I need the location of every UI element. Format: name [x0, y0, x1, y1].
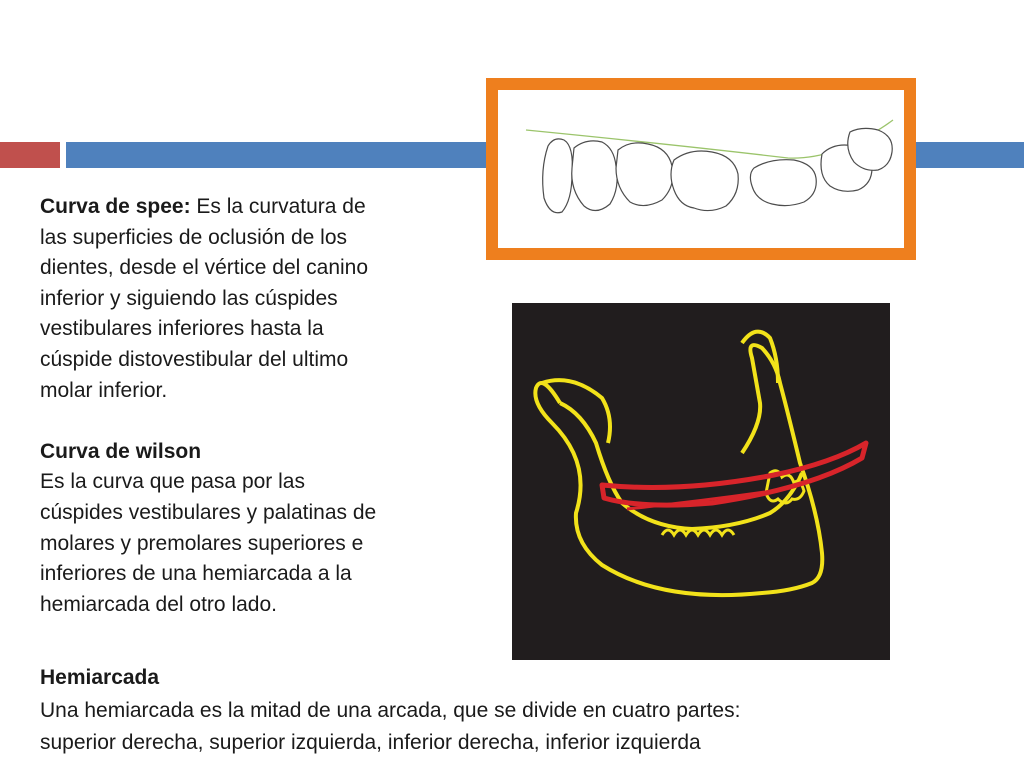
- hemiarcada-line: Una hemiarcada es la mitad de una arcada, que se divide en cuatro partes:: [40, 698, 741, 722]
- wilson-line: molares y premolares superiores e: [40, 531, 364, 555]
- main-text-column: [40, 192, 450, 620]
- wilson-line: Es la curva que pasa por las: [40, 470, 305, 494]
- spee-illustration-frame: [486, 78, 916, 260]
- spee-line: inferior y siguiendo las cúspides: [40, 286, 338, 310]
- teeth-curve-of-spee-icon: [498, 90, 904, 248]
- spee-line: molar inferior.: [40, 378, 168, 402]
- mandible-curve-of-wilson-icon: [512, 303, 890, 660]
- wilson-paragraph: [40, 437, 450, 621]
- wilson-line: hemiarcada del otro lado.: [40, 592, 277, 616]
- spee-line: dientes, desde el vértice del canino: [40, 256, 369, 280]
- wilson-line: inferiores de una hemiarcada a la: [40, 562, 352, 586]
- accent-bar-red: [0, 142, 60, 168]
- paragraph-spacer: [40, 406, 450, 437]
- spee-paragraph: [40, 192, 450, 406]
- spee-line: cúspide distovestibular del ultimo: [40, 347, 349, 371]
- spee-line: Es la curvatura de: [190, 195, 366, 218]
- spee-line: las superficies de oclusión de los: [40, 225, 348, 249]
- wilson-illustration-panel: [512, 303, 890, 660]
- hemiarcada-heading: Hemiarcada: [40, 666, 160, 689]
- spee-heading: Curva de spee:: [40, 195, 191, 218]
- spee-line: vestibulares inferiores hasta la: [40, 317, 324, 341]
- wilson-heading: Curva de wilson: [40, 439, 202, 463]
- hemiarcada-line: superior derecha, superior izquierda, inferior derecha, inferior izquierda: [40, 731, 701, 754]
- hemiarcada-paragraph: [40, 662, 1000, 760]
- wilson-line: cúspides vestibulares y palatinas de: [40, 500, 377, 524]
